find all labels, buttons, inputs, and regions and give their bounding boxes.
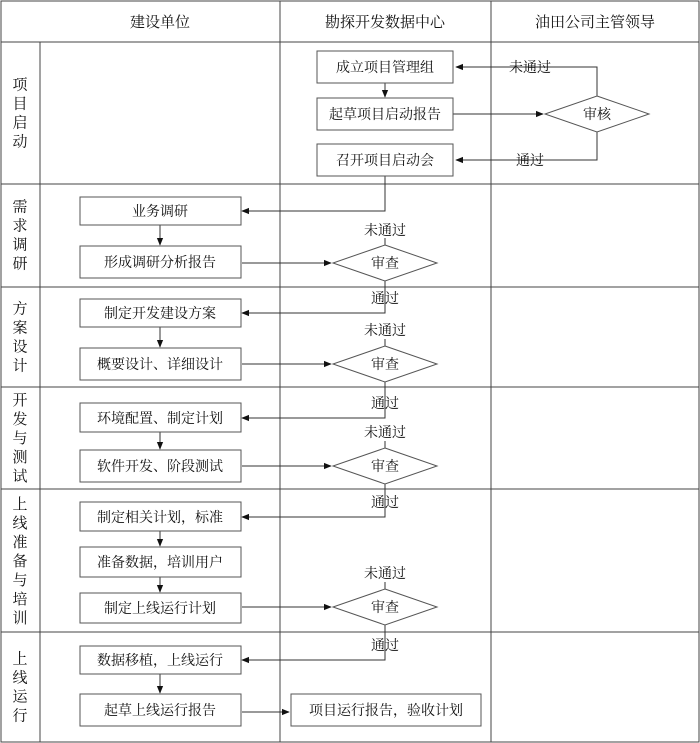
node-outline-design-label: 概要设计、详细设计: [97, 357, 223, 373]
edge-kickoff-to-research: [242, 176, 385, 211]
phase-label-project-start: 项目启动: [12, 75, 28, 151]
node-software-dev: [80, 450, 241, 482]
node-dev-plan: [80, 299, 241, 327]
node-software-dev-label: 软件开发、阶段测试: [97, 459, 223, 475]
node-dev-plan-label: 制定开发建设方案: [104, 306, 216, 322]
node-research-report-label: 形成调研分析报告: [104, 255, 216, 271]
phase-label-dev-test: 开发与测试: [12, 391, 28, 485]
node-related-plan: [80, 502, 241, 531]
label-review4-fail: 未通过: [364, 566, 406, 582]
node-golive-plan: [80, 593, 241, 623]
label-approve-fail: 未通过: [509, 60, 551, 76]
column-headers: [130, 13, 655, 31]
label-approve-pass: 通过: [516, 153, 544, 169]
node-business-research-label: 业务调研: [132, 204, 188, 220]
node-setup-group: [317, 51, 453, 83]
node-draft-start-report: [317, 98, 453, 130]
node-migrate: [80, 646, 241, 674]
node-review1-decision: [333, 245, 437, 281]
label-review2-fail: 未通过: [364, 323, 406, 339]
node-env-config-label: 环境配置、制定计划: [97, 411, 223, 427]
phase-label-golive-run: 上线运行: [12, 649, 28, 725]
node-run-report: [291, 694, 481, 726]
phase-labels: [12, 76, 28, 725]
header-leadership: 油田公司主管领导: [534, 13, 656, 31]
label-review4-pass: 通过: [371, 638, 399, 654]
phase-label-solution-design: 方案设计: [12, 299, 28, 375]
node-draft-run-report: [80, 694, 241, 726]
node-setup-group-label: 成立项目管理组: [336, 60, 434, 76]
label-review3-fail: 未通过: [364, 425, 406, 441]
edge-review4-pass: [242, 625, 385, 660]
node-prepare-data-label: 准备数据，培训用户: [97, 555, 223, 571]
header-construction-unit: 建设单位: [129, 13, 191, 31]
label-review2-pass: 通过: [371, 396, 399, 412]
label-review3-pass: 通过: [371, 495, 399, 511]
node-draft-start-report-label: 起草项目启动报告: [329, 107, 441, 123]
label-review1-fail: 未通过: [364, 223, 406, 239]
node-golive-plan-label: 制定上线运行计划: [104, 601, 216, 617]
node-approve-label: 审核: [583, 107, 611, 123]
node-related-plan-label: 制定相关计划，标准: [97, 510, 223, 526]
edge-review1-pass: [242, 281, 385, 313]
node-review3-decision: [333, 448, 437, 484]
phase-label-golive-prep: 上线准备与培训: [12, 495, 28, 627]
node-outline-design: [80, 348, 241, 380]
phase-label-requirements: 需求调研: [12, 197, 28, 273]
node-review3-label: 审查: [371, 459, 399, 475]
nodes: [80, 51, 649, 726]
node-run-report-label: 项目运行报告，验收计划: [309, 703, 463, 719]
node-review2-decision: [333, 346, 437, 382]
header-data-center: 勘探开发数据中心: [324, 13, 446, 31]
node-kickoff-meeting: [317, 144, 453, 176]
node-env-config: [80, 403, 241, 432]
node-review1-label: 审查: [371, 256, 399, 272]
node-review2-label: 审查: [371, 357, 399, 373]
node-approve-decision: [545, 96, 649, 132]
node-business-research: [80, 197, 241, 225]
node-review4-decision: [333, 589, 437, 625]
node-prepare-data: [80, 547, 241, 577]
node-migrate-label: 数据移植，上线运行: [97, 653, 223, 669]
node-draft-run-report-label: 起草上线运行报告: [104, 703, 216, 719]
node-research-report: [80, 246, 241, 278]
label-review1-pass: 通过: [371, 291, 399, 307]
node-kickoff-meeting-label: 召开项目启动会: [336, 153, 434, 169]
node-review4-label: 审查: [371, 600, 399, 616]
